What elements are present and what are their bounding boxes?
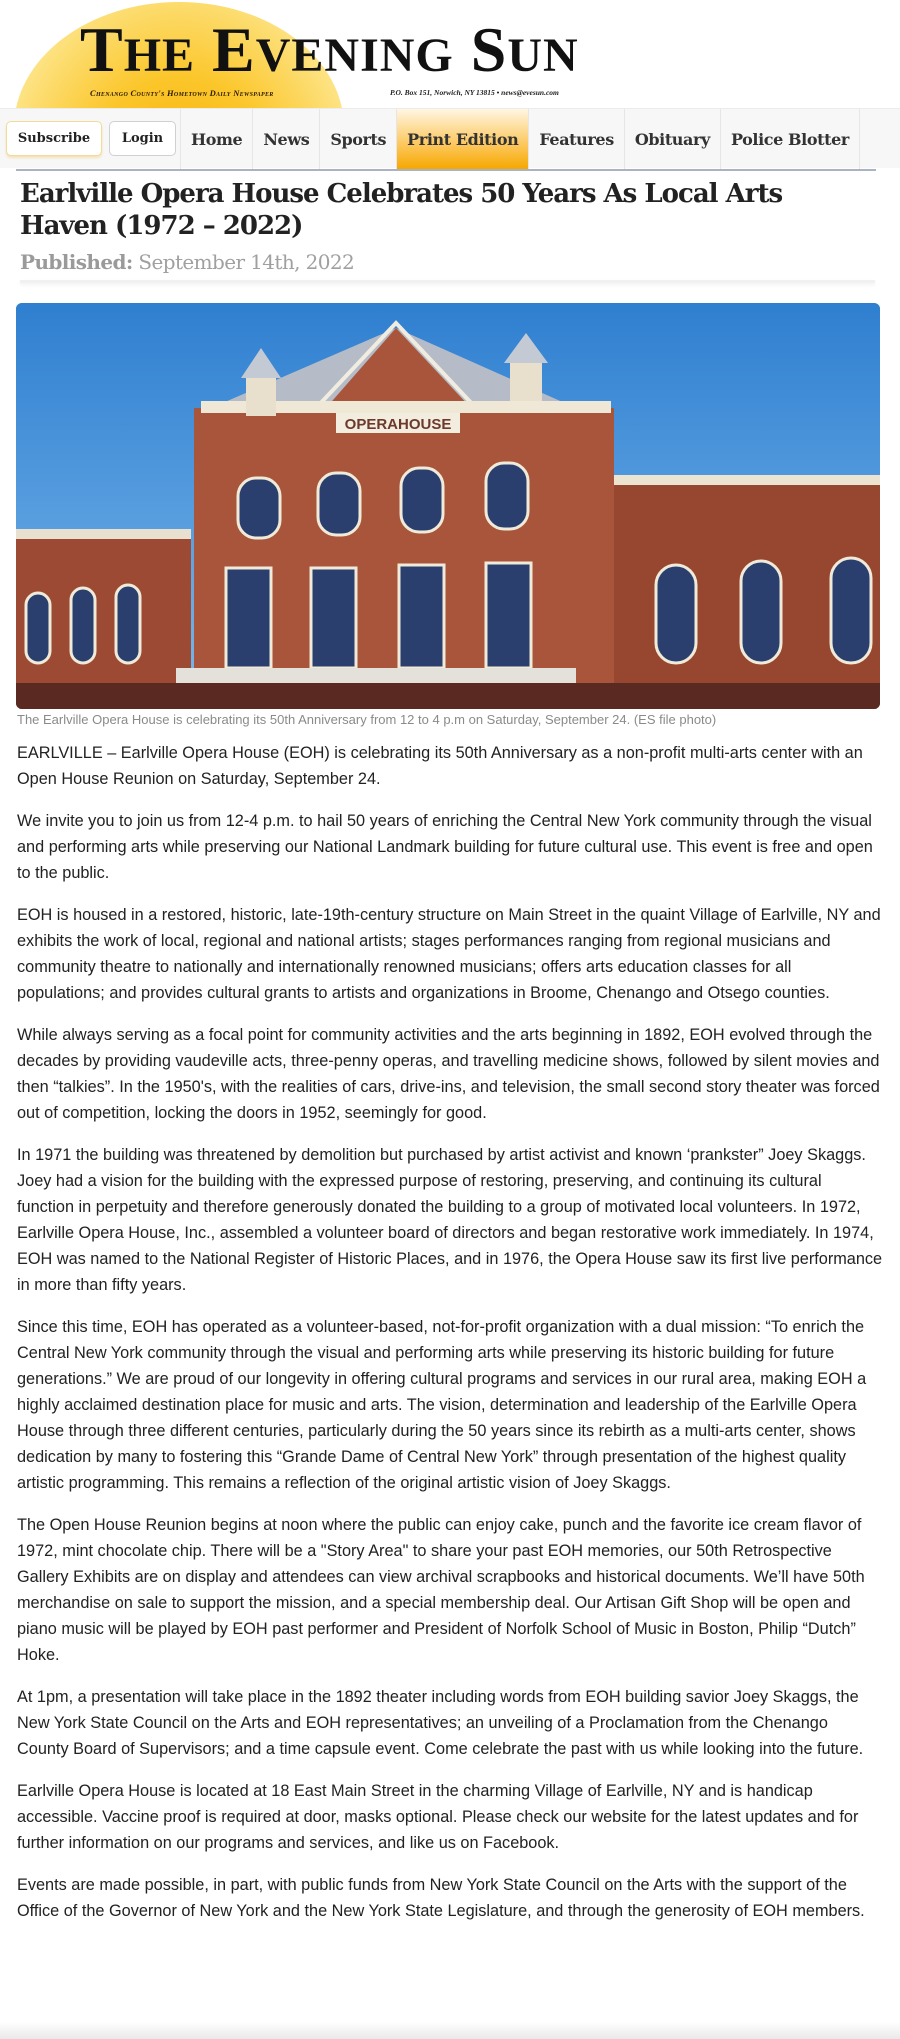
logo-word: HE (123, 29, 196, 82)
nav-tab-print-edition[interactable]: Print Edition (396, 109, 528, 169)
publish-date (20, 250, 354, 274)
logo-letter: T (80, 14, 124, 85)
opera-house-illustration (16, 303, 880, 709)
logo-word: VENING (255, 29, 454, 82)
tagline: Chenango County's Hometown Daily Newspaper (90, 88, 274, 98)
nav-tab-police-blotter[interactable]: Police Blotter (720, 109, 860, 169)
nav-tab-features[interactable]: Features (528, 109, 623, 169)
contact-address: P.O. Box 151, Norwich, NY 13815 • news@evesun.com (390, 88, 559, 97)
nav-tabs (180, 109, 860, 169)
article-photo[interactable] (16, 303, 880, 709)
logo-letter: S (470, 14, 508, 85)
photo-caption: The Earlville Opera House is celebrating its 50th Anniversary from 12 to 4 p.m on Saturday, September 24. (ES file photo) (17, 712, 717, 727)
article-body (17, 740, 883, 1940)
article-paragraph: We invite you to join us from 12-4 p.m. to hail 50 years of enriching the Central New York community through the visual and performing arts while preserving our National Landmark building for future cultural use. This event is free and open to the public. (17, 812, 873, 882)
footer-shadow (0, 2022, 900, 2039)
article-paragraph: EARLVILLE – Earlville Opera House (EOH) is celebrating its 50th Anniversary as a non-profit multi-arts center with an Open House Reunion on Saturday, September 24. (17, 744, 863, 788)
masthead (0, 0, 900, 108)
published-label: Published: (20, 250, 133, 274)
article-paragraph: While always serving as a focal point for community activities and the arts beginning in 1892, EOH evolved through the decades by providing vaudeville acts, three-penny operas, and travelling medicine shows, followed by silent movies and then “talkies”. In the 1950's, with the realities of cars, drive-ins, and television, the small second story theater was forced out of competition, locking the doors in 1952, seemingly for good. (17, 1026, 880, 1122)
header-divider (20, 280, 875, 283)
operahouse-sign: OPERAHOUSE (344, 416, 452, 433)
article-headline: Earlville Opera House Celebrates 50 Years As Local Arts Haven (1972 – 2022) (20, 179, 783, 241)
article-paragraph: Earlville Opera House is located at 18 East Main Street in the charming Village of Earlville, NY and is handicap accessible. Vaccine proof is required at door, masks optional. Please check our website for the latest updates and for further information on our programs and services, and like us on Facebook. (17, 1782, 859, 1852)
logo-letter: E (212, 14, 256, 85)
nav-tab-home[interactable]: Home (180, 109, 252, 169)
site-logo[interactable] (80, 14, 579, 88)
nav-tab-obituary[interactable]: Obituary (624, 109, 720, 169)
nav-divider (16, 169, 876, 171)
nav-tab-sports[interactable]: Sports (319, 109, 396, 169)
logo-word: UN (507, 29, 579, 82)
article-paragraph: Since this time, EOH has operated as a volunteer-based, not-for-profit organization with a dual mission: “To enrich the Central New York community through the visual and performing arts while preserving its historic building for future generations.” We are proud of our longevity in offering cultural programs and services in our rural area, making EOH a highly acclaimed destination place for music and arts. The vision, determination and leadership of the Earlville Opera House through three different centuries, particularly during the 50 years since its rebirth as a multi-arts center, shows dedication by many to fostering this “Grande Dame of Central New York” through presentation of the highest quality artistic programming. This remains a reflection of the original artistic vision of Joey Skaggs. (17, 1318, 867, 1492)
login-button[interactable]: Login (109, 121, 176, 156)
article-paragraph: EOH is housed in a restored, historic, late-19th-century structure on Main Street in the quaint Village of Earlville, NY and exhibits the work of local, regional and national artists; stages performances ranging from regional musicians and community theatre to nationally and internationally renowned musicians; offers arts education classes for all populations; and provides cultural grants to artists and organizations in Broome, Chenango and Otsego counties. (17, 906, 881, 1002)
nav-tab-news[interactable]: News (252, 109, 319, 169)
subscribe-button[interactable]: Subscribe (6, 121, 102, 156)
article-paragraph: At 1pm, a presentation will take place in the 1892 theater including words from EOH building savior Joey Skaggs, the New York State Council on the Arts and EOH representatives; an unveiling of a Proclamation from the Chenango County Board of Supervisors; and a time capsule event. Come celebrate the past with us while looking into the future. (17, 1688, 864, 1758)
article-paragraph: Events are made possible, in part, with public funds from New York State Council on the Arts with the support of the Office of the Governor of New York and the New York State Legislature, and through the generosity of EOH members. (17, 1876, 865, 1920)
article-paragraph: The Open House Reunion begins at noon where the public can enjoy cake, punch and the favorite ice cream flavor of 1972, mint chocolate chip. There will be a "Story Area" to share your past EOH memories, our 50th Retrospective Gallery Exhibits are on display and attendees can view archival scrapbooks and historical documents. We’ll have 50th merchandise on sale to support the mission, and a special membership deal. Our Artisan Gift Shop will be open and piano music will be played by EOH past performer and President of Norfolk School of Music in Boston, Philip “Dutch” Hoke. (17, 1516, 865, 1664)
published-date-value: September 14th, 2022 (138, 250, 355, 274)
main-navigation (0, 108, 900, 168)
article-paragraph: In 1971 the building was threatened by demolition but purchased by artist activist and known ‘prankster” Joey Skaggs. Joey had a vision for the building with the expressed purpose of restoring, preserving, and continuing its cultural function in perpetuity and therefore generously donated the building to a group of motivated local volunteers. In 1972, Earlville Opera House, Inc., assembled a volunteer board of directors and began restorative work immediately. In 1974, EOH was named to the National Register of Historic Places, and in 1976, the Opera House saw its first live performance in more than fifty years. (17, 1146, 883, 1294)
